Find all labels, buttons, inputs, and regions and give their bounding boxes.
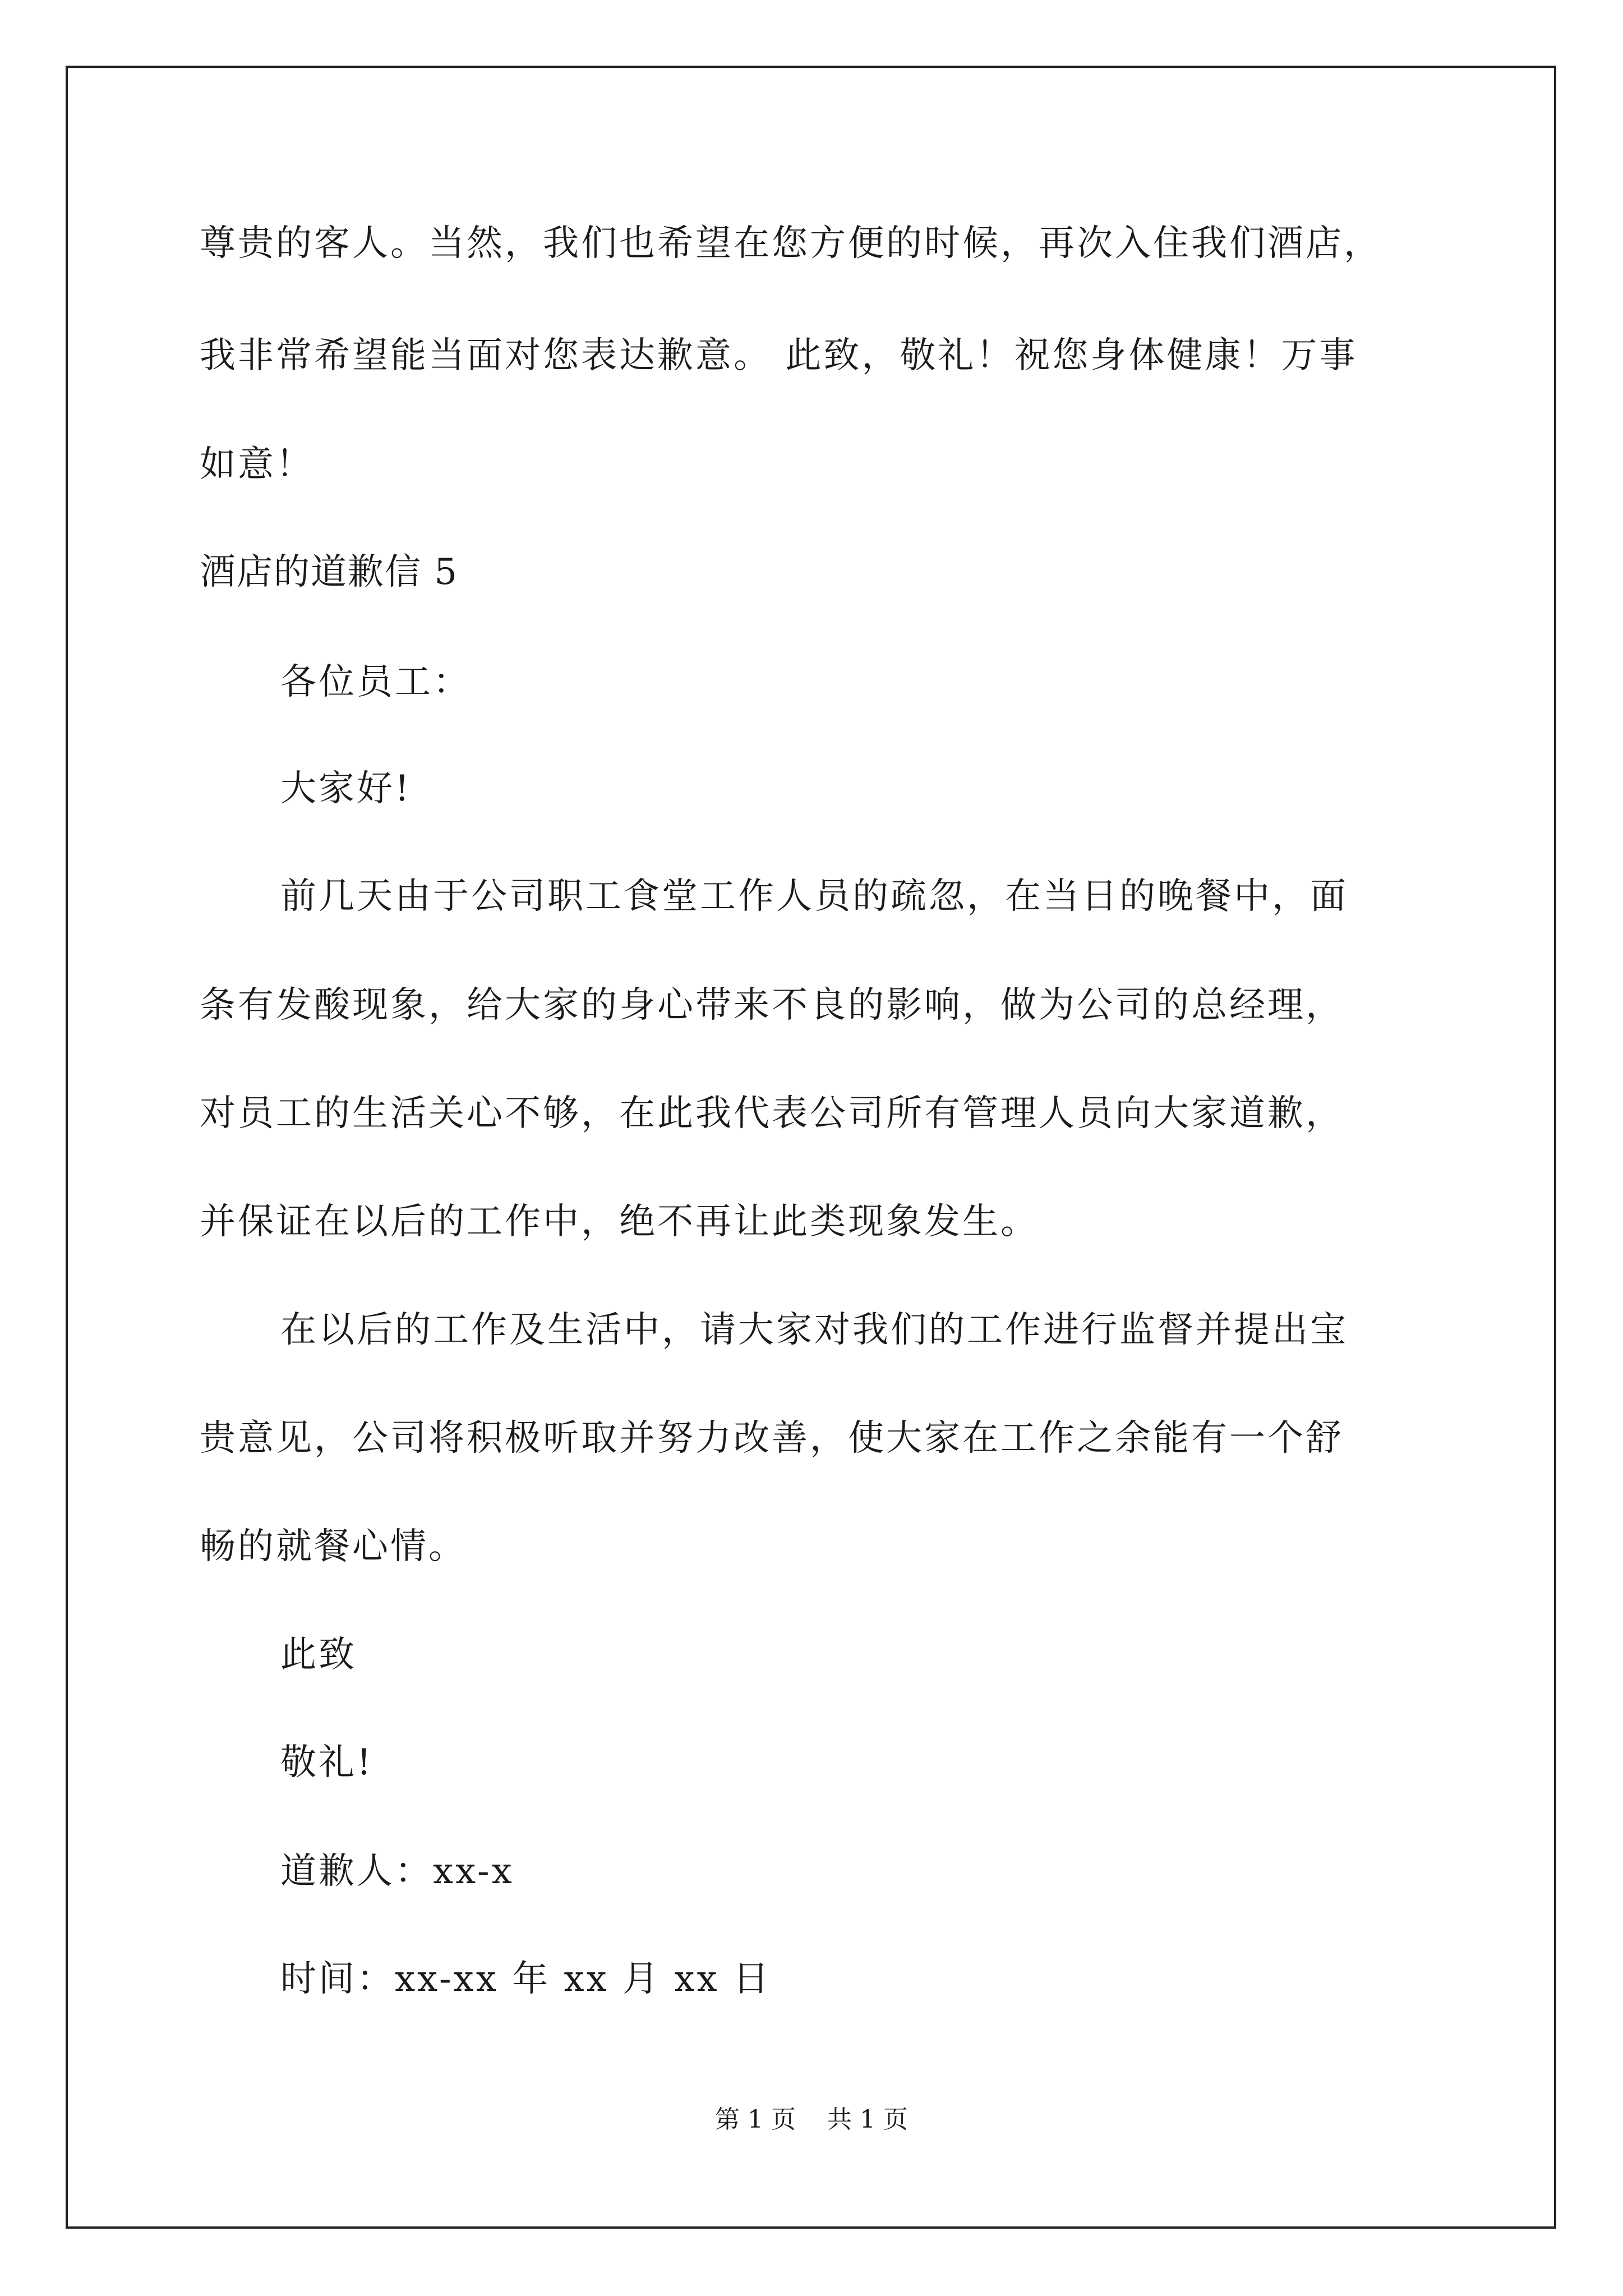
paragraph1-line-4: 并保证在以后的工作中，绝不再让此类现象发生。 (200, 1201, 1039, 1243)
body-line-2: 我非常希望能当面对您表达歉意。 此致，敬礼！祝您身体健康！万事 (200, 335, 1358, 376)
body-line-3: 如意！ (200, 444, 314, 485)
page-number-footer: 第 1 页 共 1 页 (715, 2105, 908, 2134)
section-title: 酒店的道歉信 5 (200, 551, 459, 593)
paragraph2-line-1: 在以后的工作及生活中，请大家对我们的工作进行监督并提出宝 (280, 1309, 1348, 1351)
page-border (66, 66, 1556, 2229)
closing-line-1: 此致 (280, 1634, 357, 1676)
paragraph1-line-3: 对员工的生活关心不够，在此我代表公司所有管理人员向大家道歉， (200, 1093, 1344, 1134)
paragraph2-line-3: 畅的就餐心情。 (200, 1526, 467, 1567)
paragraph1-line-2: 条有发酸现象，给大家的身心带来不良的影响，做为公司的总经理， (200, 984, 1344, 1026)
closing-line-2: 敬礼! (280, 1742, 374, 1783)
greeting: 各位员工： (280, 661, 471, 703)
signer: 道歉人：xx-x (280, 1851, 514, 1892)
salutation: 大家好! (280, 768, 412, 809)
body-line-1: 尊贵的客人。当然，我们也希望在您方便的时候，再次入住我们酒店， (200, 223, 1382, 264)
paragraph1-line-1: 前几天由于公司职工食堂工作人员的疏忽，在当日的晚餐中，面 (280, 876, 1348, 917)
paragraph2-line-2: 贵意见，公司将积极听取并努力改善，使大家在工作之余能有一个舒 (200, 1418, 1344, 1459)
date-line: 时间：xx-xx 年 xx 月 xx 日 (280, 1958, 771, 2000)
